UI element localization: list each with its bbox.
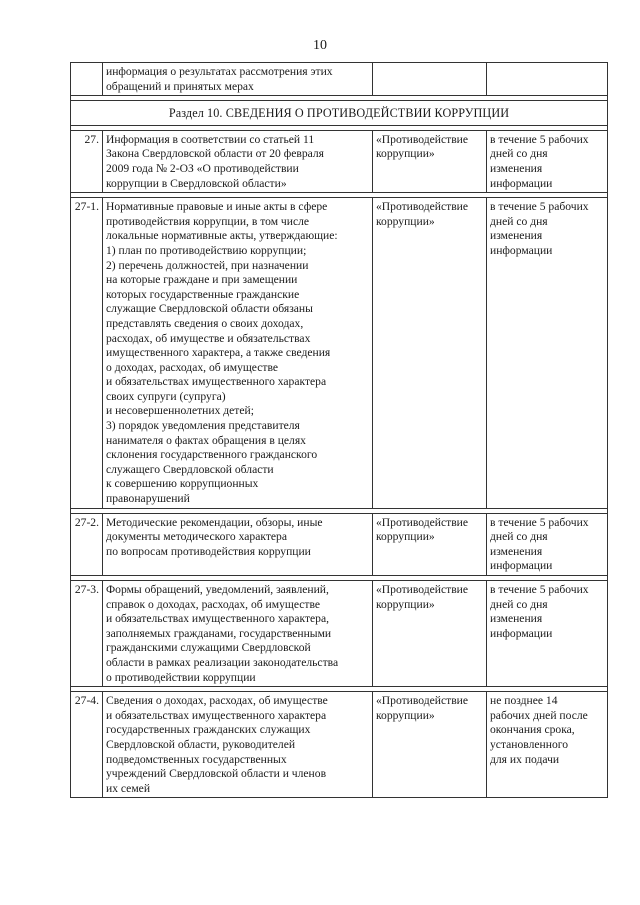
row-number: 27-1.	[71, 198, 103, 508]
row-term: в течение 5 рабочих дней со дня изменения информации	[487, 198, 608, 508]
row-description: Формы обращений, уведомлений, заявлений, справок о доходах, расходах, об имуществе и обязательствах имущественного характера, заполняемых гражданами, государственными гражданскими служащими Свердловской области в рамках реализации законодательства о противодействии коррупции	[103, 581, 373, 687]
site-section-cell	[373, 63, 487, 96]
row-description: Информация в соответствии со статьей 11 Закона Свердловской области от 20 февраля 2009 года № 2-ОЗ «О противодействии коррупции в Свердловской области»	[103, 130, 373, 192]
row-site-section: «Противодействие коррупции»	[373, 513, 487, 575]
row-description: Сведения о доходах, расходах, об имуществе и обязательствах имущественного характера государственных гражданских служащих Свердловской области, руководителей подведомственных государственных учреждений Свердловской области и членов их семей	[103, 692, 373, 798]
continuation-text: информация о результатах рассмотрения этих обращений и принятых мерах	[103, 63, 373, 96]
term-cell	[487, 63, 608, 96]
row-site-section: «Противодействие коррупции»	[373, 130, 487, 192]
page-number: 10	[313, 38, 327, 53]
table-row	[71, 513, 608, 575]
row-description: Методические рекомендации, обзоры, иные документы методического характера по вопросам противодействия коррупции	[103, 513, 373, 575]
section-title: Раздел 10. СВЕДЕНИЯ О ПРОТИВОДЕЙСТВИИ КОРРУПЦИИ	[71, 101, 608, 126]
table-row	[71, 63, 608, 96]
section-header-row	[71, 101, 608, 126]
row-site-section: «Противодействие коррупции»	[373, 581, 487, 687]
row-term: в течение 5 рабочих дней со дня изменения информации	[487, 581, 608, 687]
row-number: 27-2.	[71, 513, 103, 575]
row-number: 27-3.	[71, 581, 103, 687]
row-site-section: «Противодействие коррупции»	[373, 198, 487, 508]
row-number-cell	[71, 63, 103, 96]
table-row	[71, 692, 608, 798]
row-description: Нормативные правовые и иные акты в сфере противодействия коррупции, в том числе локальные нормативные акты, утверждающие: 1) план по противодействию коррупции; 2) перечень должностей, при назначении на которые граждане и при замещении которых государственные гражданские служащие Свердловской области обязаны представлять сведения о своих доходах, расходах, об имуществе и обязательствах имущественного характера, а также сведения о доходах, расходах, об имуществе и обязательствах имущественного характера своих супруги (супруга) и несовершеннолетних детей; 3) порядок уведомления представителя нанимателя о фактах обращения в целях склонения государственного гражданского служащего Свердловской области к совершению коррупционных правонарушений	[103, 198, 373, 508]
document-table	[70, 62, 608, 798]
table-row	[71, 198, 608, 508]
row-number: 27.	[71, 130, 103, 192]
table-row	[71, 130, 608, 192]
row-term: не позднее 14 рабочих дней после окончания срока, установленного для их подачи	[487, 692, 608, 798]
row-term: в течение 5 рабочих дней со дня изменения информации	[487, 513, 608, 575]
row-site-section: «Противодействие коррупции»	[373, 692, 487, 798]
row-number: 27-4.	[71, 692, 103, 798]
row-term: в течение 5 рабочих дней со дня изменения информации	[487, 130, 608, 192]
table-row	[71, 581, 608, 687]
